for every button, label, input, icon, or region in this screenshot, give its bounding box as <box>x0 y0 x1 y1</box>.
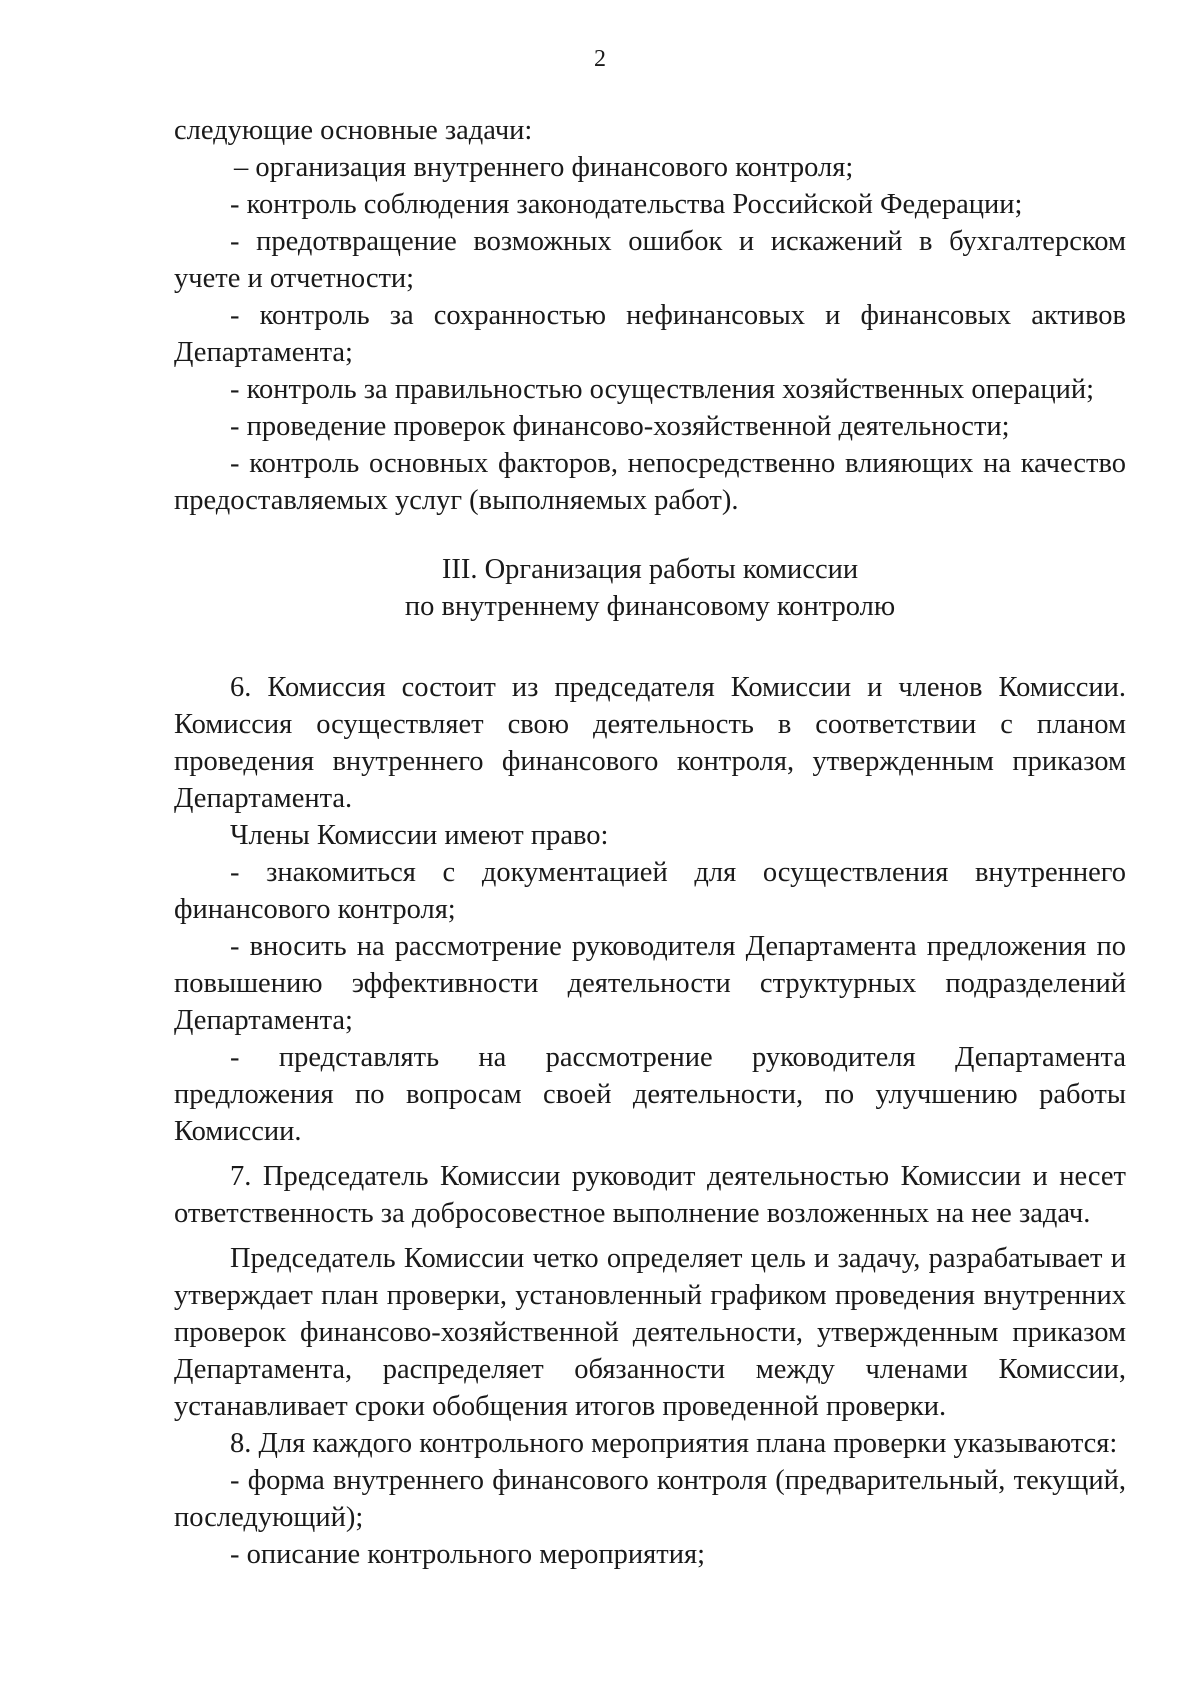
list-item: - контроль за правильностью осуществления хозяйственных операций; <box>230 374 1095 405</box>
list-item: - проведение проверок финансово-хозяйственной деятельности; <box>230 411 1010 442</box>
list-item: - описание контрольного мероприятия; <box>230 1539 705 1570</box>
list-item: - контроль за сохранностью нефинансовых и финансовых активов Департамента; <box>174 300 1126 368</box>
list-item: - контроль основных факторов, непосредственно влияющих на качество предоставляемых услуг (выполняемых работ). <box>174 448 1126 516</box>
paragraph: 7. Председатель Комиссии руководит деятельностью Комиссии и несет ответственность за добросовестное выполнение возложенных на нее задач. <box>174 1161 1126 1229</box>
paragraph: следующие основные задачи: <box>174 115 533 146</box>
list-item: - вносить на рассмотрение руководителя Департамента предложения по повышению эффективности деятельности структурных подразделений Департамента; <box>174 931 1126 1036</box>
paragraph: 6. Комиссия состоит из председателя Комиссии и членов Комиссии. Комиссия осуществляет свою деятельность в соответствии с планом проведения внутреннего финансового контроля, утвержденным приказом Департамента. <box>174 672 1126 814</box>
page-number: 2 <box>594 46 606 72</box>
paragraph: 8. Для каждого контрольного мероприятия плана проверки указываются: <box>230 1428 1118 1459</box>
section-heading-line-2: по внутреннему финансовому контролю <box>404 591 896 622</box>
list-item: - представлять на рассмотрение руководителя Департамента предложения по вопросам своей деятельности, по улучшению работы Комиссии. <box>174 1042 1126 1147</box>
list-item: - предотвращение возможных ошибок и искажений в бухгалтерском учете и отчетности; <box>174 226 1126 294</box>
paragraph: Члены Комиссии имеют право: <box>230 820 609 851</box>
section-heading-line-1: III. Организация работы комиссии <box>441 554 859 585</box>
list-item: - контроль соблюдения законодательства Российской Федерации; <box>230 189 1023 220</box>
list-item: - форма внутреннего финансового контроля (предварительный, текущий, последующий); <box>174 1465 1126 1533</box>
document-body <box>174 112 1126 1573</box>
paragraph: Председатель Комиссии четко определяет цель и задачу, разрабатывает и утверждает план проверки, установленный графиком проведения внутренних проверок финансово-хозяйственной деятельности, утвержденным приказом Департамента, распределяет обязанности между членами Комиссии, устанавливает сроки обобщения итогов проведенной проверки. <box>174 1243 1126 1422</box>
list-item: - знакомиться с документацией для осуществления внутреннего финансового контроля; <box>174 857 1126 925</box>
list-item: – организация внутреннего финансового контроля; <box>234 152 854 183</box>
